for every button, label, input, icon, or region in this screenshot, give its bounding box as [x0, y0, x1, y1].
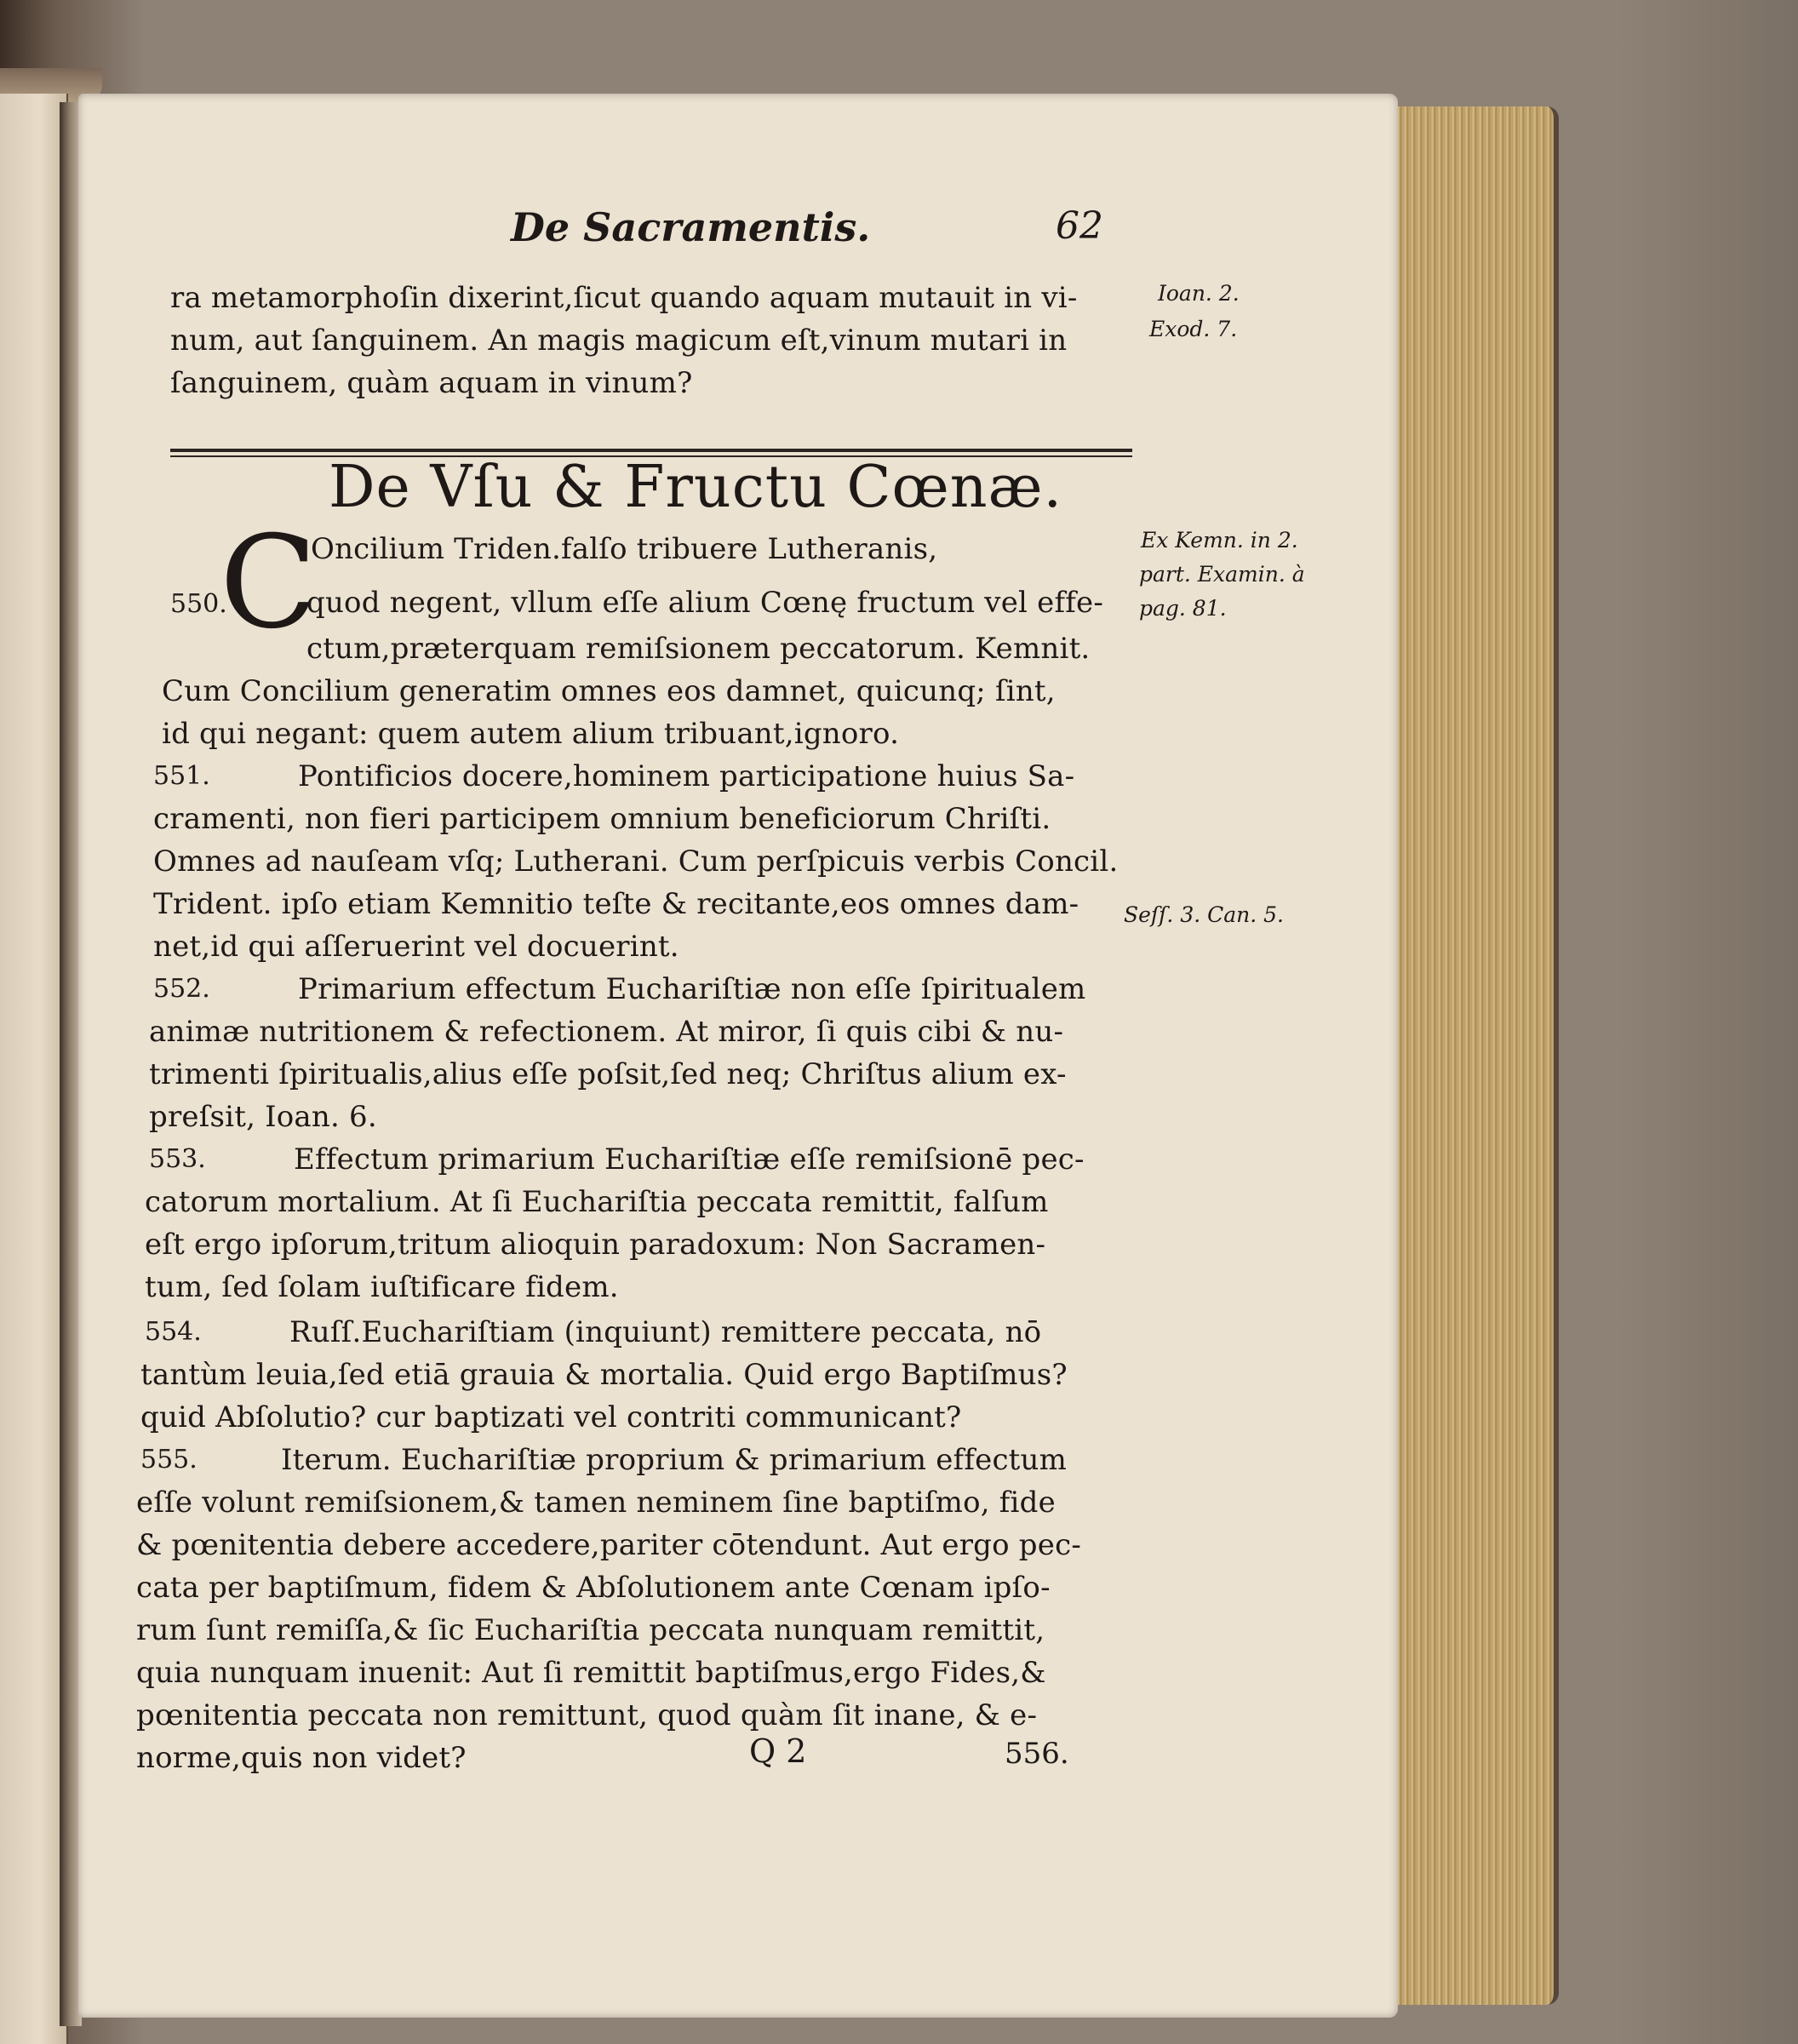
text-line: norme,quis non videt? [136, 1741, 467, 1775]
margin-note: Ioan. 2. [1158, 281, 1240, 306]
margin-note: pag. 81. [1139, 596, 1227, 621]
text-line: tantùm leuia,ſed etiā grauia & mortalia. Quid ergo Baptiſmus? [140, 1358, 1068, 1392]
text-line: rum ſunt remiſſa,& ſic Euchariſtia peccata nunquam remittit, [136, 1613, 1045, 1647]
paragraph-number: 550. [170, 589, 227, 619]
text-line: preſsit, Ioan. 6. [149, 1100, 377, 1134]
paragraph-number: 555. [140, 1445, 198, 1474]
paragraph-number: 553. [149, 1144, 206, 1174]
intro-line: ſanguinem, quàm aquam in vinum? [170, 366, 693, 400]
margin-note: Exod. 7. [1149, 317, 1238, 341]
text-line: Cum Concilium generatim omnes eos damnet, quicunq; ſint, [162, 674, 1056, 708]
section-heading: De Vſu & Fructu Cœnæ. [329, 454, 1063, 521]
left-page-edge [0, 94, 68, 2044]
text-line: pœnitentia peccata non remittunt, quod quàm ſit inane, & e- [136, 1698, 1038, 1732]
text-line: quia nunquam inuenit: Aut ſi remittit baptiſmus,ergo Fides,& [136, 1656, 1046, 1690]
text-line: ctum,præterquam remiſsionem peccatorum. Kemnit. [306, 632, 1091, 666]
text-line: Pontificios docere,hominem participatione huius Sa- [298, 759, 1075, 793]
text-line: catorum mortalium. At ſi Euchariſtia peccata remittit, falſum [145, 1185, 1049, 1219]
text-line: net,id qui aſſeruerint vel docuerint. [153, 930, 679, 964]
section-rule [170, 449, 1132, 452]
text-line: Omnes ad nauſeam vſq; Lutherani. Cum perſpicuis verbis Concil. [153, 845, 1119, 879]
text-line: quod negent, vllum eſſe alium Cœnę fructum vel effe- [306, 586, 1104, 620]
text-line: Primarium effectum Euchariſtiæ non eſſe ſpiritualem [298, 972, 1086, 1006]
text-line: eſt ergo ipſorum,tritum alioquin paradoxum: Non Sacramen- [145, 1228, 1046, 1262]
catchword: 556. [1005, 1737, 1069, 1771]
text-line: animæ nutritionem & refectionem. At miror, ſi quis cibi & nu- [149, 1015, 1064, 1049]
text-line: tum, ſed ſolam iuſtificare fidem. [145, 1270, 619, 1304]
paragraph-number: 552. [153, 974, 210, 1004]
paragraph-number: 551. [153, 761, 210, 791]
text-line: eſſe volunt remiſsionem,& tamen neminem ſine baptiſmo, fide [136, 1486, 1056, 1520]
signature-mark: Q 2 [749, 1732, 807, 1770]
text-line: Oncilium Triden.falſo tribuere Lutheranis, [311, 532, 938, 566]
running-title: De Sacramentis. [511, 204, 871, 250]
page-number: 62 [1056, 204, 1103, 248]
page-block-edges [1396, 106, 1559, 2005]
text-line: trimenti ſpiritualis,alius eſſe poſsit,ſed neq; Chriſtus alium ex- [149, 1057, 1067, 1091]
text-line: Ruſſ.Euchariſtiam (inquiunt) remittere peccata, nō [289, 1315, 1042, 1349]
margin-note: Seſſ. 3. Can. 5. [1124, 902, 1285, 927]
paragraph-number: 554. [145, 1317, 202, 1347]
text-line: quid Abſolutio? cur baptizati vel contriti communicant? [140, 1400, 962, 1434]
text-line: id qui negant: quem autem alium tribuant,ignoro. [162, 717, 900, 751]
drop-capital: C [220, 509, 318, 657]
margin-note: Ex Kemn. in 2. [1141, 528, 1298, 553]
text-line: cramenti, non fieri participem omnium beneficiorum Chriſti. [153, 802, 1051, 836]
text-line: cata per baptiſmum, fidem & Abſolutionem ante Cœnam ipſo- [136, 1571, 1051, 1605]
intro-line: ra metamorphoſin dixerint,ſicut quando aquam mutauit in vi- [170, 281, 1078, 315]
text-line: & pœnitentia debere accedere,pariter cōtendunt. Aut ergo pec- [136, 1528, 1082, 1562]
text-line: Trident. ipſo etiam Kemnitio teſte & recitante,eos omnes dam- [153, 887, 1079, 921]
text-line: Effectum primarium Euchariſtiæ eſſe remiſsionē pec- [294, 1142, 1085, 1177]
text-line: Iterum. Euchariſtiæ proprium & primarium effectum [281, 1443, 1068, 1477]
intro-line: num, aut ſanguinem. An magis magicum eſt,vinum mutari in [170, 323, 1068, 358]
margin-note: part. Examin. à [1139, 562, 1305, 587]
